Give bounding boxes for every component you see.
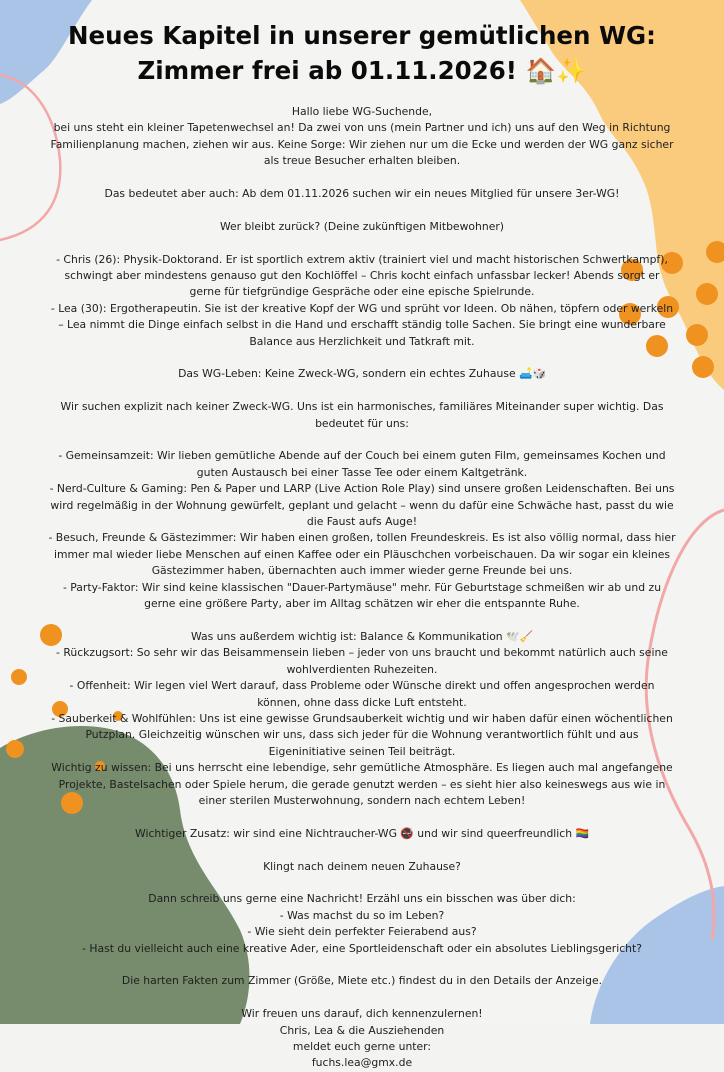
body-paragraph[interactable]: fuchs.lea@gmx.de [311, 1056, 413, 1070]
body-paragraph: Die harten Fakten zum Zimmer (Größe, Miete etc.) findest du in den Details der Anzeige. [121, 974, 603, 988]
body-paragraph: - Nerd-Culture & Gaming: Pen & Paper und LARP (Live Action Role Play) sind unsere großen Leidenschaften. Bei uns wird regelmäßig in der Wohnung gewürfelt, geplant und gelacht – wenn du dafür eine Schwäche hast, passt du wie die Faust aufs Auge! [49, 482, 675, 529]
body-paragraph: - Wie sieht dein perfekter Feierabend aus? [247, 925, 477, 939]
body-paragraph: - Lea (30): Ergotherapeutin. Sie ist der kreative Kopf der WG und sprüht vor Ideen. Ob nähen, töpfern oder werkeln – Lea nimmt die Dinge einfach selbst in die Hand und erschafft ständig tolle Sachen. Sie bringt eine wunderbare Balance aus Herzlichkeit und Tatkraft mit. [50, 301, 674, 348]
body-paragraph: Hallo liebe WG-Suchende, [291, 105, 433, 118]
body-paragraph: - Chris (26): Physik-Doktorand. Er ist sportlich extrem aktiv (trainiert viel und macht historischen Schwertkampf), schwingt aber mindestens genauso gut den Kochlöffel – Chris kocht einfach unfassbar lecker! Abends sorgt er gerne für tiefgründige Gespräche oder eine epische Spielrunde. [56, 252, 668, 299]
body-paragraph: Wichtig zu wissen: Bei uns herrscht eine lebendige, sehr gemütliche Atmosphäre. Es liegen auch mal angefangene Projekte, Bastelsachen oder Spiele herum, die gerade genutzt werden – es sieht hier also keineswegs aus wie in einer sterilen Musterwohnung, sondern nach echtem Leben! [51, 761, 673, 807]
body-paragraph: Wir freuen uns darauf, dich kennenzulernen! [241, 1007, 483, 1021]
body-paragraph: Das WG-Leben: Keine Zweck-WG, sondern ein echtes Zuhause 🛋️🎲 [178, 367, 546, 381]
blank-line [48, 809, 676, 825]
blank-line [48, 613, 676, 629]
blank-line [48, 875, 676, 891]
body-paragraph: - Rückzugsort: So sehr wir das Beisammensein lieben – jeder von uns braucht und bekommt natürlich auch seine wohlverdienten Ruhezeiten. [56, 646, 668, 676]
body-paragraph: - Offenheit: Wir legen viel Wert darauf, dass Probleme oder Wünsche direkt und offen angesprochen werden können, ohne dass dicke Luft entsteht. [69, 679, 655, 709]
body-paragraph: - Besuch, Freunde & Gästezimmer: Wir haben einen großen, tollen Freundeskreis. Es ist also völlig normal, dass hier immer mal wieder liebe Menschen auf einen Kaffee oder ein Pläuschchen vorbeischauen. Da wir sogar ein kleines Gästezimmer haben, übernachten auch immer wieder gerne Freunde bei uns. [48, 531, 676, 578]
body-paragraph: Wir suchen explizit nach keiner Zweck-WG. Uns ist ein harmonisches, familiäres Miteinander super wichtig. Das bedeutet für uns: [60, 400, 664, 430]
body-text [48, 104, 676, 1072]
blank-line [48, 202, 676, 218]
blank-line [48, 957, 676, 973]
title-line-2: Zimmer frei ab 01.11.2026! 🏠✨ [137, 56, 587, 85]
body-paragraph: meldet euch gerne unter: [292, 1039, 432, 1053]
title-line-1: Neues Kapitel in unserer gemütlichen WG: [68, 21, 656, 50]
body-paragraph: Wer bleibt zurück? (Deine zukünftigen Mitbewohner) [220, 219, 504, 233]
blank-line [48, 842, 676, 858]
body-paragraph: - Hast du vielleicht auch eine kreative Ader, eine Sportleidenschaft oder ein absolutes Lieblingsgericht? [82, 941, 642, 955]
body-paragraph: - Gemeinsamzeit: Wir lieben gemütliche Abende auf der Couch bei einem guten Film, gemeinsames Kochen und guten Austausch bei einer Tasse Tee oder einem Kaltgetränk. [58, 449, 666, 479]
blank-line [48, 383, 676, 399]
blank-line [48, 170, 676, 186]
body-paragraph: - Party-Faktor: Wir sind keine klassischen "Dauer-Partymäuse" mehr. Für Geburtstage schmeißen wir ab und zu gerne eine größere Party, aber im Alltag schätzen wir eher die entspannte Ruhe. [62, 580, 662, 611]
body-paragraph: Chris, Lea & die Ausziehenden [279, 1023, 445, 1037]
body-paragraph: Was uns außerdem wichtig ist: Balance & Kommunikation 🕊️🧹 [191, 629, 533, 643]
body-paragraph: - Sauberkeit & Wohlfühlen: Uns ist eine gewisse Grundsauberkeit wichtig und wir haben dafür einen wöchentlichen Putzplan. Gleichzeitig wünschen wir uns, dass sich jeder für die Wohnung verantwortlich fühlt und aus Eigeninitiative seinen Teil beiträgt. [51, 711, 673, 758]
blank-line [48, 235, 676, 251]
body-paragraph: Klingt nach deinem neuen Zuhause? [263, 859, 461, 873]
body-paragraph: Wichtiger Zusatz: wir sind eine Nichtraucher-WG 🚭 und wir sind queerfreundlich 🏳️‍🌈 [135, 826, 589, 840]
blue-blob-top-left [0, 0, 92, 104]
body-paragraph: Dann schreib uns gerne eine Nachricht! Erzähl uns ein bisschen was über dich: [148, 892, 576, 906]
blank-line [48, 990, 676, 1006]
body-paragraph: - Was machst du so im Leben? [279, 908, 445, 922]
body-paragraph: bei uns steht ein kleiner Tapetenwechsel an! Da zwei von uns (mein Partner und ich) uns auf den Weg in Richtung Familienplanung machen, ziehen wir aus. Keine Sorge: Wir ziehen nur um die Ecke und werden der WG ganz sicher als treue Besucher erhalten bleiben. [50, 121, 674, 168]
blank-line [48, 432, 676, 448]
body-paragraph: Das bedeutet aber auch: Ab dem 01.11.2026 suchen wir ein neues Mitglied für unsere 3er-WG! [104, 187, 620, 201]
blank-line [48, 350, 676, 366]
